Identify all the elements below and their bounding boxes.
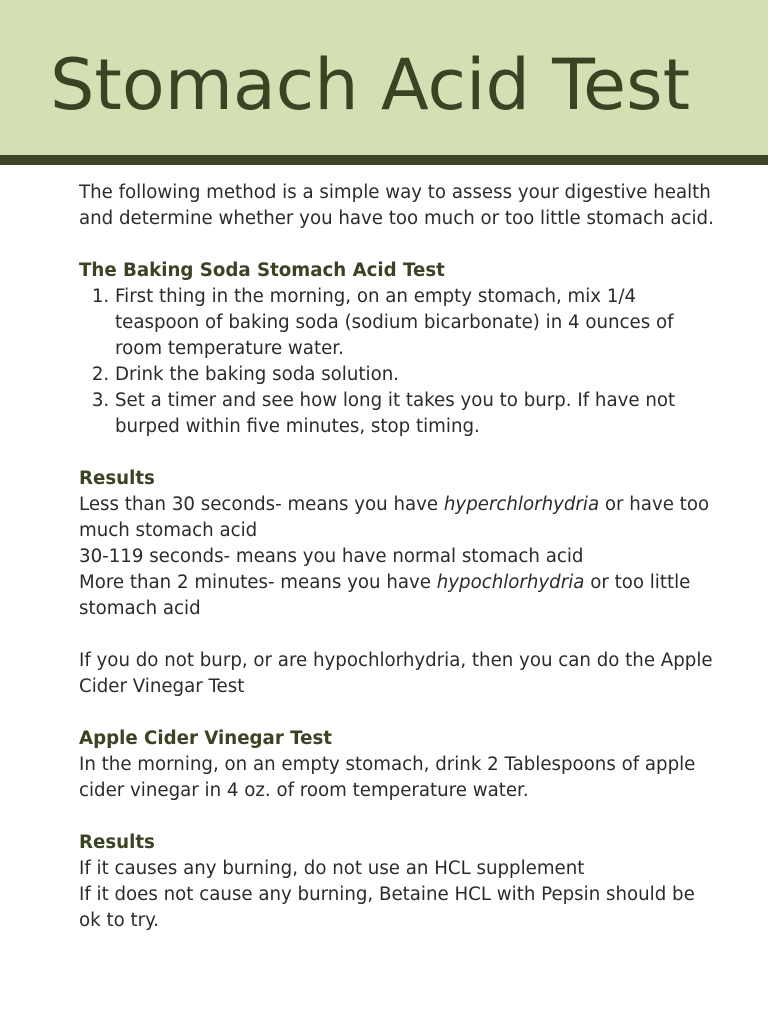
step-item: 2. Drink the baking soda solution.: [115, 362, 719, 388]
result-text: Less than 30 seconds- means you have: [79, 494, 444, 515]
baking-soda-heading: The Baking Soda Stomach Acid Test: [79, 260, 445, 281]
page-title: Stomach Acid Test: [50, 44, 691, 126]
result-text: or too little stomach acid: [79, 572, 691, 619]
result-line-slow: [79, 570, 719, 622]
spacer: [79, 232, 719, 258]
result-text: More than 2 minutes- means you have: [79, 572, 437, 593]
step-item: 1. First thing in the morning, on an empty stomach, mix 1/4 teaspoon of baking soda (sodium bicarbonate) in 4 ounces of room temperature water.: [115, 284, 719, 362]
acv-heading: Apple Cider Vinegar Test: [79, 728, 332, 749]
acv-paragraph: In the morning, on an empty stomach, drink 2 Tablespoons of apple cider vinegar in 4 oz. of room temperature water.: [79, 754, 696, 801]
step-item: 3. Set a timer and see how long it takes you to burp. If have not burped within five minutes, stop timing.: [115, 388, 719, 440]
header-divider: [0, 155, 768, 165]
baking-soda-steps: [79, 284, 719, 440]
result-line-no-burning: If it does not cause any burning, Betaine HCL with Pepsin should be ok to try.: [79, 884, 695, 931]
spacer: [79, 700, 719, 726]
spacer: [79, 440, 719, 466]
result-text: or have too much stomach acid: [79, 494, 710, 541]
spacer: [79, 622, 719, 648]
document-body: [79, 180, 719, 934]
spacer: [79, 804, 719, 830]
results-heading-2: Results: [79, 832, 155, 853]
header-banner: [0, 0, 768, 155]
result-line-fast: [79, 492, 719, 544]
results-heading: Results: [79, 468, 155, 489]
result-line-normal: 30-119 seconds- means you have normal stomach acid: [79, 546, 584, 567]
bridge-paragraph: If you do not burp, or are hypochlorhydria, then you can do the Apple Cider Vinegar Test: [79, 650, 713, 697]
result-line-burning: If it causes any burning, do not use an HCL supplement: [79, 858, 585, 879]
intro-paragraph: The following method is a simple way to assess your digestive health and determine whether you have too much or too little stomach acid.: [79, 182, 714, 229]
term-hyperchlorhydria: hyperchlorhydria: [443, 494, 600, 515]
term-hypochlorhydria: hypochlorhydria: [436, 572, 585, 593]
